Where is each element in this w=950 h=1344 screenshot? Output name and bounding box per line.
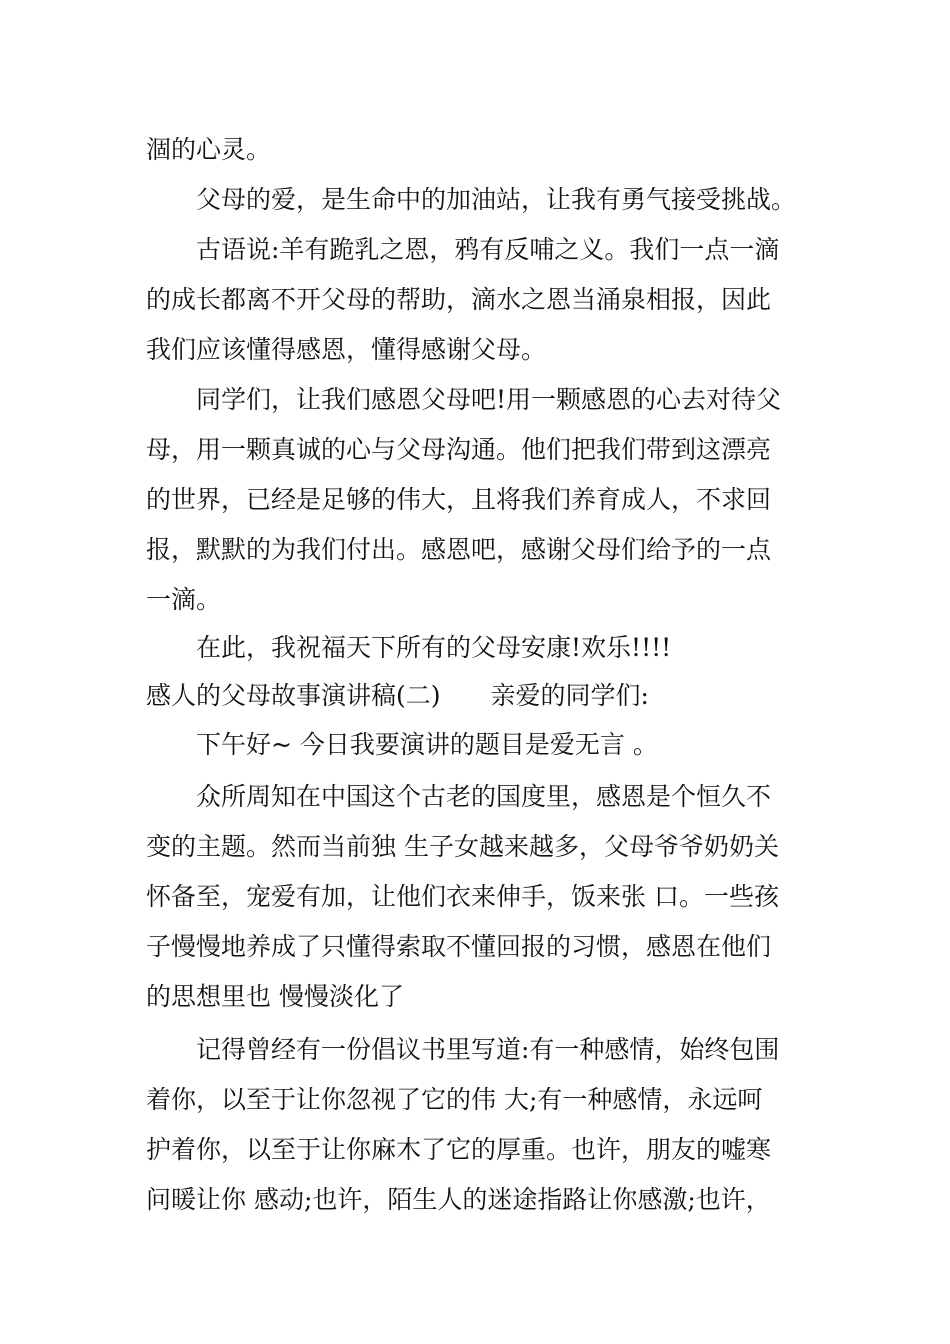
section-heading: 感人的父母故事演讲稿(二) 亲爱的同学们: [146,681,649,710]
text-line: 问暖让你 感动;也许，陌生人的迷途指路让你感激;也许， [146,1185,771,1214]
text-line: 的成长都离不开父母的帮助，滴水之恩当涌泉相报，因此 [146,285,772,314]
text-line: 怀备至，宠爱有加，让他们衣来伸手，饭来张 口。一些孩 [146,882,779,911]
text-line: 报，默默的为我们付出。感恩吧，感谢父母们给予的一点 [146,535,772,564]
text-line: 涸的心灵。 [146,135,272,164]
text-line: 母，用一颗真诚的心与父母沟通。他们把我们带到这漂亮 [146,435,772,464]
text-line: 父母的爱，是生命中的加油站，让我有勇气接受挑战。 [196,185,797,214]
text-line: 变的主题。然而当前独 生子女越来越多，父母爷爷奶奶关 [146,832,779,861]
text-line: 的世界，已经是足够的伟大，且将我们养育成人，不求回 [146,485,772,514]
text-line: 的思想里也 慢慢淡化了 [146,982,404,1011]
text-line: 在此，我祝福天下所有的父母安康!欢乐!!!! [196,633,672,662]
text-line: 下午好~ 今日我要演讲的题目是爱无言 。 [196,730,658,759]
text-line: 同学们，让我们感恩父母吧!用一颗感恩的心去对待父 [196,385,782,414]
text-line: 一滴。 [146,585,222,614]
text-line: 护着你，以至于让你麻木了它的厚重。也许，朋友的嘘寒 [146,1135,772,1164]
text-line: 众所周知在中国这个古老的国度里，感恩是个恒久不 [196,782,772,811]
text-line: 着你，以至于让你忽视了它的伟 大;有一种感情，永远呵 [146,1085,763,1114]
text-line: 记得曾经有一份倡议书里写道:有一种感情，始终包围 [196,1035,780,1064]
text-line: 子慢慢地养成了只懂得索取不懂回报的习惯，感恩在他们 [146,932,772,961]
text-line: 我们应该懂得感恩，懂得感谢父母。 [146,335,547,364]
text-line: 古语说:羊有跪乳之恩，鸦有反哺之义。我们一点一滴 [196,235,780,264]
